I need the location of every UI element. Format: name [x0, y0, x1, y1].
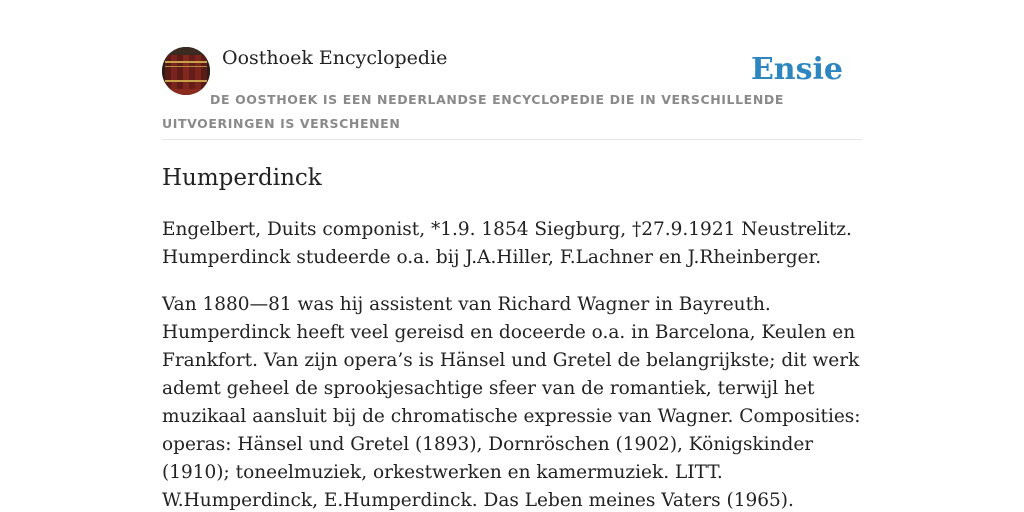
- article-paragraph: Engelbert, Duits componist, *1.9. 1854 Siegburg, †27.9.1921 Neustrelitz. Humperdinck studeerde o.a. bij J.A.Hiller, F.Lachner en J.Rheinberger.: [162, 219, 852, 268]
- header-divider: [162, 139, 862, 140]
- article-paragraph: Van 1880—81 was hij assistent van Richard Wagner in Bayreuth. Humperdinck heeft veel gereisd en doceerde o.a. in Barcelona, Keulen en Frankfort. Van zijn opera’s is Hänsel und Gretel de belangrijkste; dit werk ademt geheel de sprookjesachtige sfeer van de romantiek, terwijl het muzikaal aansluit bij de chromatische expressie van Wagner. Composities: operas: Hänsel und Gretel (1893), Dornröschen (1902), Königskinder (1910); toneelmuziek, orkestwerken en kamermuziek. LITT. W.Humperdinck, E.Humperdinck. Das Leben meines Vaters (1965).: [162, 294, 861, 511]
- brand-logo[interactable]: Ensie: [750, 52, 843, 87]
- source-tagline: DE OOSTHOEK IS EEN NEDERLANDSE ENCYCLOPEDIE DIE IN VERSCHILLENDE UITVOERINGEN IS VERSCHENEN: [162, 92, 784, 131]
- source-name[interactable]: Oosthoek Encyclopedie: [222, 47, 448, 69]
- article-title: Humperdinck: [162, 165, 322, 191]
